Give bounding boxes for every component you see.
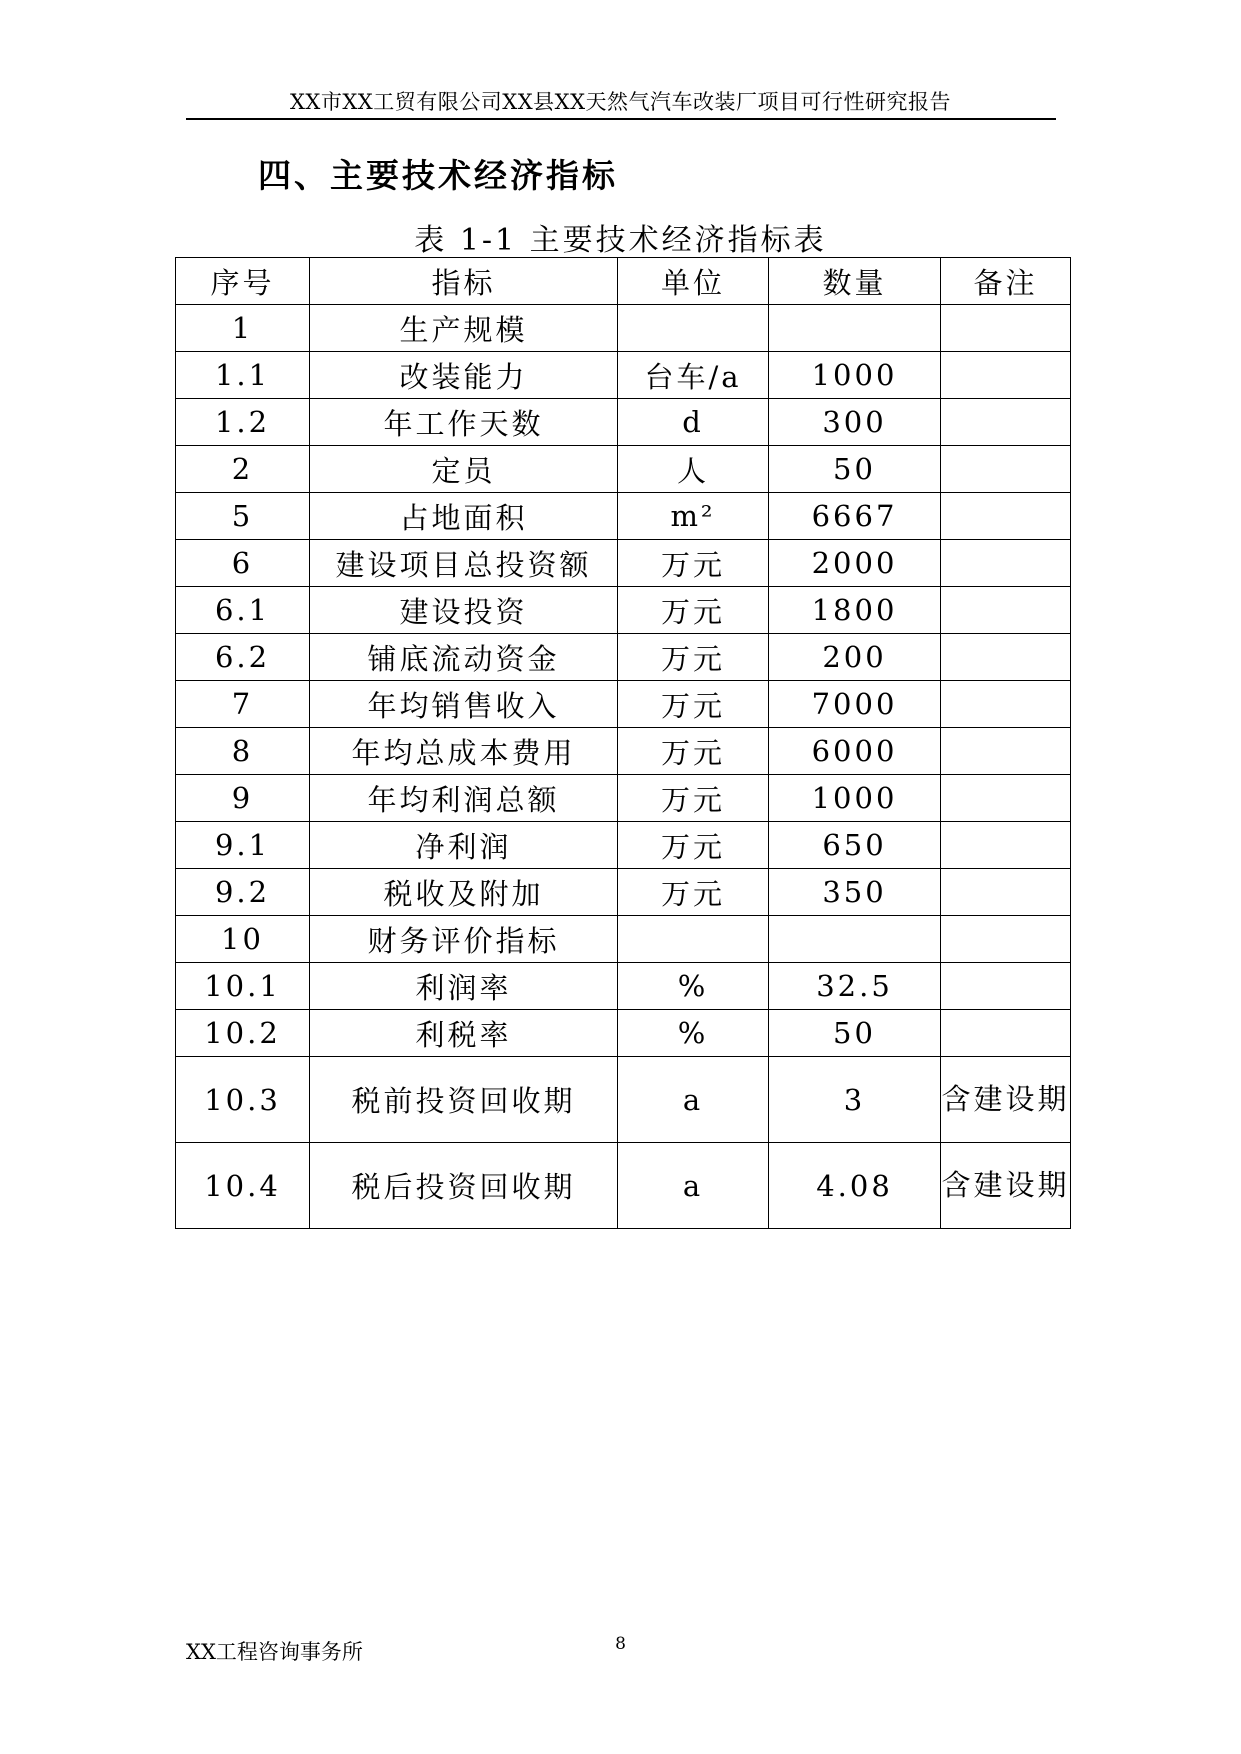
cell-unit: 台车/a [618, 352, 769, 399]
cell-note [941, 1010, 1071, 1057]
cell-note [941, 916, 1071, 963]
cell-seq: 10.1 [176, 963, 310, 1010]
cell-seq: 1 [176, 305, 310, 352]
cell-quantity: 1800 [769, 587, 941, 634]
cell-indicator: 财务评价指标 [310, 916, 618, 963]
cell-unit: 万元 [618, 775, 769, 822]
table-row [176, 1057, 1071, 1143]
table-row [176, 540, 1071, 587]
running-header: XX市XX工贸有限公司XX县XX天然气汽车改装厂项目可行性研究报告 [289, 90, 952, 114]
column-header-note: 备注 [941, 258, 1071, 305]
cell-quantity: 6667 [769, 493, 941, 540]
cell-quantity: 32.5 [769, 963, 941, 1010]
cell-note [941, 963, 1071, 1010]
table-row [176, 1010, 1071, 1057]
cell-unit [618, 916, 769, 963]
cell-indicator: 建设投资 [310, 587, 618, 634]
table-row [176, 587, 1071, 634]
table-row [176, 869, 1071, 916]
section-heading: 四、主要技术经济指标 [258, 156, 618, 195]
cell-seq: 1.1 [176, 352, 310, 399]
cell-seq: 1.2 [176, 399, 310, 446]
table-row [176, 775, 1071, 822]
cell-seq: 9 [176, 775, 310, 822]
table-row [176, 352, 1071, 399]
cell-note [941, 399, 1071, 446]
cell-note [941, 587, 1071, 634]
cell-note [941, 540, 1071, 587]
cell-unit: 人 [618, 446, 769, 493]
cell-note [941, 493, 1071, 540]
cell-seq: 9.2 [176, 869, 310, 916]
indicator-table [175, 257, 1071, 1229]
cell-note [941, 869, 1071, 916]
cell-quantity: 650 [769, 822, 941, 869]
cell-quantity: 3 [769, 1057, 941, 1143]
cell-unit: 万元 [618, 728, 769, 775]
cell-note [941, 775, 1071, 822]
table-caption: 表 1-1 主要技术经济指标表 [414, 223, 827, 258]
table-row [176, 399, 1071, 446]
cell-unit: a [618, 1143, 769, 1229]
cell-seq: 7 [176, 681, 310, 728]
cell-indicator: 税前投资回收期 [310, 1057, 618, 1143]
cell-seq: 8 [176, 728, 310, 775]
cell-seq: 10 [176, 916, 310, 963]
cell-unit: 万元 [618, 681, 769, 728]
cell-indicator: 利润率 [310, 963, 618, 1010]
cell-indicator: 税后投资回收期 [310, 1143, 618, 1229]
cell-note: 含建设期 [941, 1143, 1071, 1229]
cell-indicator: 改装能力 [310, 352, 618, 399]
cell-indicator: 年均利润总额 [310, 775, 618, 822]
table-row [176, 634, 1071, 681]
cell-note [941, 352, 1071, 399]
cell-note [941, 634, 1071, 681]
cell-unit: 万元 [618, 634, 769, 681]
cell-indicator: 净利润 [310, 822, 618, 869]
cell-indicator: 税收及附加 [310, 869, 618, 916]
cell-indicator: 年工作天数 [310, 399, 618, 446]
cell-indicator: 年均销售收入 [310, 681, 618, 728]
cell-seq: 5 [176, 493, 310, 540]
cell-indicator: 铺底流动资金 [310, 634, 618, 681]
table-row [176, 822, 1071, 869]
table-header-row [176, 258, 1071, 305]
cell-note [941, 728, 1071, 775]
cell-unit: 万元 [618, 587, 769, 634]
cell-note [941, 681, 1071, 728]
cell-quantity: 50 [769, 1010, 941, 1057]
header-rule [186, 118, 1056, 120]
cell-quantity: 1000 [769, 352, 941, 399]
cell-quantity: 50 [769, 446, 941, 493]
cell-seq: 6.2 [176, 634, 310, 681]
cell-indicator: 定员 [310, 446, 618, 493]
cell-quantity: 4.08 [769, 1143, 941, 1229]
cell-unit: m² [618, 493, 769, 540]
cell-unit: d [618, 399, 769, 446]
table-row [176, 305, 1071, 352]
cell-note [941, 822, 1071, 869]
table-row [176, 916, 1071, 963]
cell-indicator: 占地面积 [310, 493, 618, 540]
table-row [176, 1143, 1071, 1229]
cell-quantity: 2000 [769, 540, 941, 587]
footer-organization: XX工程咨询事务所 [186, 1640, 363, 1664]
cell-seq: 10.4 [176, 1143, 310, 1229]
cell-unit: 万元 [618, 540, 769, 587]
cell-quantity: 300 [769, 399, 941, 446]
cell-unit: 万元 [618, 822, 769, 869]
table-row [176, 493, 1071, 540]
cell-unit: 万元 [618, 869, 769, 916]
cell-seq: 6.1 [176, 587, 310, 634]
cell-unit: a [618, 1057, 769, 1143]
cell-seq: 10.2 [176, 1010, 310, 1057]
cell-quantity: 6000 [769, 728, 941, 775]
cell-quantity [769, 305, 941, 352]
table-row [176, 963, 1071, 1010]
cell-seq: 6 [176, 540, 310, 587]
cell-quantity: 7000 [769, 681, 941, 728]
cell-indicator: 建设项目总投资额 [310, 540, 618, 587]
cell-seq: 10.3 [176, 1057, 310, 1143]
cell-unit: % [618, 963, 769, 1010]
cell-unit [618, 305, 769, 352]
cell-indicator: 年均总成本费用 [310, 728, 618, 775]
column-header-unit: 单位 [618, 258, 769, 305]
cell-indicator: 生产规模 [310, 305, 618, 352]
cell-indicator: 利税率 [310, 1010, 618, 1057]
cell-quantity: 1000 [769, 775, 941, 822]
cell-unit: % [618, 1010, 769, 1057]
cell-note: 含建设期 [941, 1057, 1071, 1143]
column-header-seq: 序号 [176, 258, 310, 305]
cell-seq: 9.1 [176, 822, 310, 869]
cell-quantity: 200 [769, 634, 941, 681]
column-header-quantity: 数量 [769, 258, 941, 305]
page-number: 8 [615, 1634, 626, 1654]
cell-note [941, 446, 1071, 493]
cell-quantity: 350 [769, 869, 941, 916]
cell-note [941, 305, 1071, 352]
cell-quantity [769, 916, 941, 963]
column-header-indicator: 指标 [310, 258, 618, 305]
table-row [176, 446, 1071, 493]
table-row [176, 681, 1071, 728]
cell-seq: 2 [176, 446, 310, 493]
table-row [176, 728, 1071, 775]
